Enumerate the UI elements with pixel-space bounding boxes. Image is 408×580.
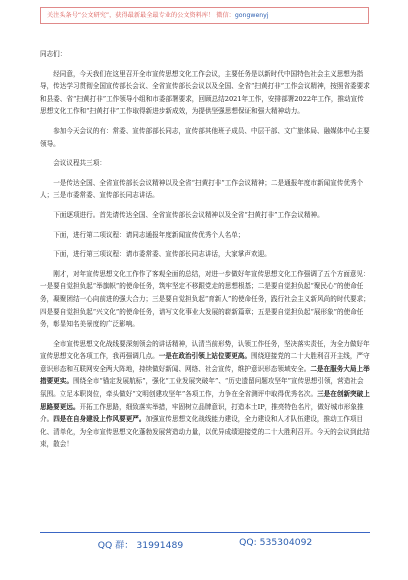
- paragraph-agenda-intro: 会议议程共三项：: [53, 159, 106, 168]
- point-three-heading: 三是在创新突破上思路要更远。: [40, 390, 370, 411]
- document-body: [40, 48, 370, 451]
- point-three-body: 开拓工作思路，细致落实举措，牢固树立品牌意识，打造本土IP，推亮特色名片，做好城市形象推介。: [40, 402, 364, 424]
- point-one-body: 围绕迎接党的二十大胜利召开主线，严守意识形态和互联网安全两大阵地，持续做好新闻、网络、社会宣传，维护意识形态领域安全。: [40, 352, 370, 373]
- footer: [40, 537, 370, 551]
- paragraph-summary: 刚才，对年宣传思想文化工作作了客观全面的总结，对进一步做好年宣传思想文化工作强调了五个方面意见：一是要自觉担负起“举旗帜”的使命任务，筑牢坚定不移跟党走的思想根基；二是要自觉担负起“聚民心”的使命任务，凝聚团结一心向前进的强大合力；三是要自觉担负起“育新人”的使命任务，践行社会主义新风尚的时代要求；四是要自觉担负起“兴文化”的使命任务，谱写文化事业大发展的崭新篇章；五是要自觉担负起“展形象”的使命任务，彰显知名美景度的广泛影响。: [40, 269, 370, 329]
- paragraph-agenda-items: 一是传达全国、全省宣传部长会议精神以及全省“扫黄打非”工作会议精神；二是通报年度市新闻宣传优秀个人；三是市委常委、宣传部长同志讲话。: [40, 178, 364, 200]
- header-notice-box: [40, 7, 369, 24]
- header-notice-text: 关注头条号“公文研究”，获得最新最全最专业的公文资料库！ 微信：: [47, 12, 235, 19]
- point-two-body: 围绕全市“锚定发展航标”，强化“工业发展突破年”、“历史遗留问题攻坚年”宣传思想引领，营造社会氛围。立足本职岗位，牵头做好“文明创建攻坚年”各项工作，力争在全省测评中取得优秀名次。: [40, 377, 364, 399]
- point-four-body: 加强宣传思想文化战线能力建设，全力建设和人才队伍建设，推动工作项目化、清单化，为全市宣传思想文化蓬勃发展营造动力量，以优异成绩迎接党的二十大胜利召开。今天的会议到此结束，散会！: [40, 415, 370, 449]
- point-one-heading: 一是在政治引领上站位要更高。: [158, 352, 251, 361]
- paragraph-proceed: 下面逐项进行。首先请传达全国、全省宣传部长会议精神以及全省“扫黄打非”工作会议精神。: [53, 210, 324, 219]
- footer-divider: [40, 532, 370, 533]
- paragraph-attendees: 参加今天会议的有：常委、宣传部部长同志，宣传部其他班子成员、中层干部、文广旅体局、融媒体中心主要领导。: [40, 126, 370, 148]
- closing-intro: 全市宣传思想文化战线要深刻领会的讲话精神，认清当前形势，认领工作任务，坚决落实责任，为全力做好年宣传思想文化各项工作，我再强调几点。: [40, 339, 370, 361]
- footer-qq-group: QQ 群： 31991489: [97, 540, 184, 551]
- paragraph-opening: 经同意，今天我们在这里召开全市宣传思想文化工作会议，主要任务是以新时代中国特色社会主义思想为指导，传达学习贯彻全国宣传部长会议、全省宣传部长会议以及全国、全省“扫黄打非”工作会议精神，按照省委要求和县委、省“扫黄打非”工作领导小组和市委部署要求，回顾总结2021年工作，安排部署2022年工作，推动宣传思想文化工作和“扫黄打非”工作取得新进步新成效，为提供坚强思想保证和强大精神动力。: [40, 69, 370, 116]
- paragraph-item-two: 下面，进行第二项议程：请同志通报年度新闻宣传优秀个人名单；: [53, 230, 245, 239]
- paragraph-item-three: 下面，进行第三项议程：请市委常委、宣传部长同志讲话，大家掌声欢迎。: [53, 250, 271, 259]
- point-two-heading: 二是在服务大局上举措要更实。: [40, 364, 370, 386]
- salutation: 同志们：: [40, 50, 67, 58]
- point-four-heading: 四是在自身建设上作风要更严。: [53, 415, 146, 424]
- wechat-handle: gongwenyj: [234, 12, 269, 19]
- footer-qq-number: QQ: 535304092: [239, 537, 313, 548]
- paragraph-closing: [40, 338, 370, 451]
